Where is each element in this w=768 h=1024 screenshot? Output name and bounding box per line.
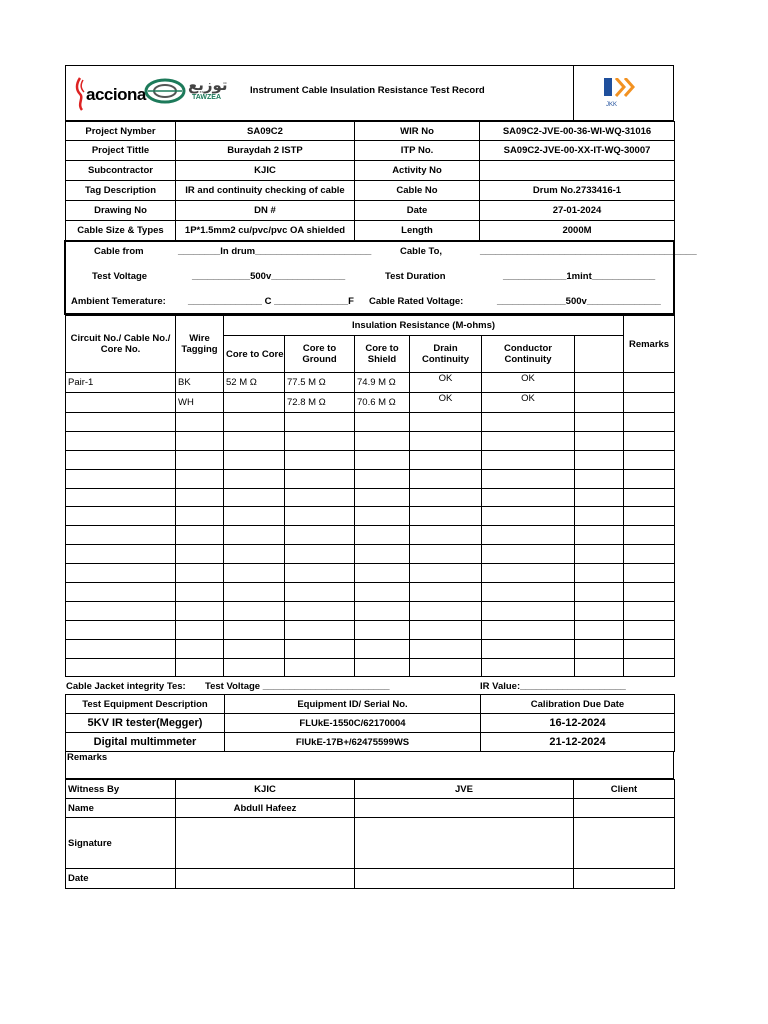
result-cell	[224, 620, 285, 639]
result-row	[66, 601, 675, 620]
result-cell	[66, 450, 176, 469]
result-cell	[624, 601, 675, 620]
result-cell	[66, 545, 176, 564]
tawzea-arabic: توزيع	[188, 77, 228, 94]
result-row	[66, 488, 675, 507]
result-cell	[224, 469, 285, 488]
result-cell	[355, 413, 410, 432]
result-cell	[66, 469, 176, 488]
info-value-right	[480, 161, 675, 181]
result-cell	[482, 545, 575, 564]
col-core-core-header: Core to Core	[224, 336, 285, 373]
result-cell	[66, 526, 176, 545]
result-cc: 52 M Ω	[224, 373, 285, 393]
result-cell	[482, 620, 575, 639]
result-cell	[176, 601, 224, 620]
info-value-left: 1P*1.5mm2 cu/pvc/pvc OA shielded	[176, 221, 355, 241]
col-drain-header: Drain Continuity	[410, 336, 482, 373]
equipment-calibration: 21-12-2024	[481, 733, 675, 752]
jkk-wordmark: JKK	[606, 102, 618, 108]
result-cell	[575, 620, 624, 639]
result-cell	[176, 564, 224, 583]
info-value-right: 27-01-2024	[480, 201, 675, 221]
name-value-jve	[355, 799, 574, 818]
result-cell	[410, 564, 482, 583]
result-cell	[224, 413, 285, 432]
equipment-desc: 5KV IR tester(Megger)	[66, 714, 225, 733]
project-info-table	[65, 121, 675, 241]
result-cell	[575, 373, 624, 393]
result-cell	[482, 431, 575, 450]
result-cell	[575, 469, 624, 488]
result-cell	[224, 639, 285, 658]
result-cell	[355, 601, 410, 620]
result-cell	[355, 545, 410, 564]
result-cell	[410, 507, 482, 526]
result-cell	[66, 413, 176, 432]
result-cell	[575, 601, 624, 620]
info-label-right: Activity No	[355, 161, 480, 181]
result-cell	[482, 583, 575, 602]
result-cc	[224, 393, 285, 413]
info-label-left: Project Tittle	[66, 141, 176, 161]
result-cell	[224, 658, 285, 677]
jkk-logo	[584, 76, 664, 114]
result-cell	[224, 488, 285, 507]
result-row	[66, 393, 675, 413]
equipment-id: FLUkE-1550C/62170004	[225, 714, 481, 733]
test-duration-label: Test Duration	[385, 271, 446, 282]
result-circuit	[66, 393, 176, 413]
result-cell	[285, 601, 355, 620]
result-row	[66, 583, 675, 602]
result-cell	[575, 507, 624, 526]
result-cell	[355, 450, 410, 469]
result-cell	[575, 413, 624, 432]
result-cell	[176, 413, 224, 432]
result-drain: OK	[410, 393, 482, 413]
result-cell	[624, 413, 675, 432]
rated-voltage-value: _____________500v______________	[497, 296, 661, 307]
info-label-right: WIR No	[355, 122, 480, 141]
info-label-left: Cable Size & Types	[66, 221, 176, 241]
cable-to-label: Cable To,	[400, 246, 443, 257]
result-cell	[624, 639, 675, 658]
col-circuit-header: Circuit No./ Cable No./ Core No.	[66, 316, 176, 373]
result-cell	[285, 450, 355, 469]
result-cell	[285, 639, 355, 658]
witness-kjic: KJIC	[176, 780, 355, 799]
result-cell	[624, 450, 675, 469]
result-row	[66, 431, 675, 450]
equipment-desc: Digital multimmeter	[66, 733, 225, 752]
jkk-emblem-icon	[604, 78, 638, 98]
col-conductor-header: Conductor Continuity	[482, 336, 575, 373]
witness-label: Witness By	[66, 780, 176, 799]
result-cell	[66, 601, 176, 620]
result-cell	[66, 431, 176, 450]
result-cell	[410, 601, 482, 620]
result-cell	[482, 564, 575, 583]
result-cs: 74.9 M Ω	[355, 373, 410, 393]
result-cell	[176, 639, 224, 658]
name-value-client	[574, 799, 675, 818]
document-title: Instrument Cable Insulation Resistance Test Record	[250, 85, 485, 96]
result-cell	[285, 564, 355, 583]
result-cell	[482, 507, 575, 526]
acciona-wordmark: acciona	[86, 85, 146, 104]
result-cell	[410, 583, 482, 602]
info-row	[66, 221, 675, 241]
result-cell	[575, 658, 624, 677]
acciona-logo	[74, 76, 146, 112]
col-blank-header	[575, 336, 624, 373]
result-cell	[410, 488, 482, 507]
result-cell	[176, 545, 224, 564]
result-cell	[176, 526, 224, 545]
name-label: Name	[66, 799, 176, 818]
result-cell	[66, 620, 176, 639]
result-cell	[224, 450, 285, 469]
result-cell	[355, 658, 410, 677]
result-cell	[224, 526, 285, 545]
result-row	[66, 564, 675, 583]
test-conditions-box	[64, 240, 697, 315]
col-core-ground-header: Core to Ground	[285, 336, 355, 373]
result-cg: 77.5 M Ω	[285, 373, 355, 393]
rated-voltage-label: Cable Rated Voltage:	[369, 296, 464, 307]
result-cell	[575, 450, 624, 469]
result-cell	[624, 488, 675, 507]
info-label-left: Tag Description	[66, 181, 176, 201]
result-cell	[410, 545, 482, 564]
result-cell	[285, 488, 355, 507]
witness-jve: JVE	[355, 780, 574, 799]
result-cell	[176, 469, 224, 488]
result-cell	[410, 526, 482, 545]
info-label-right: ITP No.	[355, 141, 480, 161]
result-cond: OK	[482, 373, 575, 393]
result-row	[66, 658, 675, 677]
info-label-left: Drawing No	[66, 201, 176, 221]
result-cell	[176, 620, 224, 639]
result-cell	[176, 507, 224, 526]
signature-label: Signature	[66, 818, 176, 869]
result-cell	[355, 620, 410, 639]
result-cell	[176, 583, 224, 602]
jacket-ir-value: IR Value:____________________	[480, 681, 626, 692]
result-cell	[285, 583, 355, 602]
result-cell	[624, 469, 675, 488]
result-cell	[624, 526, 675, 545]
jacket-test-voltage: Test Voltage ________________________	[205, 681, 390, 692]
result-cell	[224, 431, 285, 450]
date-client	[574, 869, 675, 889]
info-value-left: IR and continuity checking of cable	[176, 181, 355, 201]
result-cell	[355, 431, 410, 450]
test-voltage-label: Test Voltage	[92, 271, 148, 282]
info-row	[66, 141, 675, 161]
col-calibration-header: Calibration Due Date	[481, 695, 675, 714]
jacket-integrity-row	[65, 679, 674, 694]
result-row	[66, 507, 675, 526]
tawzea-wordmark: TAWZEA	[192, 94, 222, 101]
result-cell	[224, 583, 285, 602]
cable-from-value: ________In drum______________________	[178, 246, 372, 257]
info-value-right: SA09C2-JVE-00-36-WI-WQ-31016	[480, 122, 675, 141]
result-cell	[224, 601, 285, 620]
result-cell	[285, 469, 355, 488]
result-cell	[66, 507, 176, 526]
signature-jve	[355, 818, 574, 869]
result-cell	[285, 620, 355, 639]
date-label: Date	[66, 869, 176, 889]
result-cell	[482, 450, 575, 469]
result-cell	[624, 564, 675, 583]
result-cell	[176, 658, 224, 677]
result-cell	[624, 373, 675, 393]
signature-client	[574, 818, 675, 869]
result-cell	[355, 583, 410, 602]
result-cond: OK	[482, 393, 575, 413]
result-cell	[224, 564, 285, 583]
result-cell	[285, 526, 355, 545]
info-value-right: Drum No.2733416-1	[480, 181, 675, 201]
result-cell	[66, 488, 176, 507]
result-cell	[285, 507, 355, 526]
info-row	[66, 122, 675, 141]
name-value-kjic: Abdull Hafeez	[176, 799, 355, 818]
remarks-box	[65, 751, 674, 779]
result-cell	[624, 545, 675, 564]
result-cell	[285, 658, 355, 677]
signature-table	[65, 779, 675, 889]
result-cell	[575, 583, 624, 602]
result-cell	[66, 658, 176, 677]
witness-client: Client	[574, 780, 675, 799]
test-voltage-value: ___________500v______________	[192, 271, 346, 282]
result-cell	[482, 526, 575, 545]
result-wire: WH	[176, 393, 224, 413]
result-cg: 72.8 M Ω	[285, 393, 355, 413]
result-cell	[224, 545, 285, 564]
cable-to-value: _________________________________________	[480, 246, 697, 257]
result-cell	[575, 431, 624, 450]
result-row	[66, 450, 675, 469]
date-jve	[355, 869, 574, 889]
equipment-row	[66, 714, 675, 733]
result-wire: BK	[176, 373, 224, 393]
info-row	[66, 181, 675, 201]
col-equipment-id-header: Equipment ID/ Serial No.	[225, 695, 481, 714]
test-duration-value: ____________1mint____________	[503, 271, 656, 282]
info-label-right: Date	[355, 201, 480, 221]
result-cell	[482, 658, 575, 677]
equipment-row	[66, 733, 675, 752]
col-core-shield-header: Core to Shield	[355, 336, 410, 373]
info-row	[66, 201, 675, 221]
result-cell	[624, 583, 675, 602]
result-cell	[624, 431, 675, 450]
result-row	[66, 373, 675, 393]
result-cell	[624, 620, 675, 639]
tawzea-emblem-icon	[144, 76, 186, 106]
info-value-right: SA09C2-JVE-00-XX-IT-WQ-30007	[480, 141, 675, 161]
result-cell	[410, 469, 482, 488]
result-cell	[176, 450, 224, 469]
info-value-right: 2000M	[480, 221, 675, 241]
result-cell	[482, 639, 575, 658]
col-equipment-desc-header: Test Equipment Description	[66, 695, 225, 714]
result-row	[66, 545, 675, 564]
insulation-results-table	[65, 315, 675, 677]
result-cell	[66, 564, 176, 583]
result-row	[66, 639, 675, 658]
info-value-left: KJIC	[176, 161, 355, 181]
result-cell	[575, 488, 624, 507]
ambient-value: ______________ C ______________F	[188, 296, 354, 307]
info-row	[66, 161, 675, 181]
result-cell	[410, 450, 482, 469]
result-cell	[410, 639, 482, 658]
result-cell	[575, 545, 624, 564]
result-row	[66, 526, 675, 545]
remarks-label: Remarks	[67, 752, 108, 763]
result-cell	[285, 413, 355, 432]
result-cell	[66, 639, 176, 658]
col-remarks-header: Remarks	[624, 316, 675, 373]
result-cell	[410, 620, 482, 639]
col-ir-group-header: Insulation Resistance (M-ohms)	[224, 316, 624, 336]
result-cell	[176, 488, 224, 507]
result-cell	[482, 469, 575, 488]
result-cell	[355, 507, 410, 526]
result-cell	[66, 583, 176, 602]
result-row	[66, 620, 675, 639]
result-cell	[355, 488, 410, 507]
equipment-table	[65, 694, 675, 752]
header	[65, 65, 674, 121]
info-label-right: Length	[355, 221, 480, 241]
result-cell	[482, 601, 575, 620]
result-cell	[575, 639, 624, 658]
result-cell	[176, 431, 224, 450]
result-cell	[482, 488, 575, 507]
result-cell	[482, 413, 575, 432]
result-cell	[624, 393, 675, 413]
result-cell	[410, 431, 482, 450]
cable-from-label: Cable from	[94, 246, 144, 257]
result-cell	[624, 507, 675, 526]
result-cell	[355, 639, 410, 658]
result-cell	[624, 658, 675, 677]
equipment-calibration: 16-12-2024	[481, 714, 675, 733]
result-cell	[575, 393, 624, 413]
result-cell	[285, 545, 355, 564]
jacket-label: Cable Jacket integrity Tes:	[66, 681, 186, 692]
result-row	[66, 469, 675, 488]
result-row	[66, 413, 675, 432]
result-cell	[224, 507, 285, 526]
info-label-right: Cable No	[355, 181, 480, 201]
result-drain: OK	[410, 373, 482, 393]
info-label-left: Subcontractor	[66, 161, 176, 181]
signature-kjic	[176, 818, 355, 869]
result-cell	[355, 564, 410, 583]
result-cell	[410, 413, 482, 432]
result-cell	[575, 526, 624, 545]
result-cell	[575, 564, 624, 583]
result-circuit: Pair-1	[66, 373, 176, 393]
ambient-label: Ambient Temerature:	[71, 296, 166, 307]
result-cs: 70.6 M Ω	[355, 393, 410, 413]
info-value-left: DN #	[176, 201, 355, 221]
info-value-left: Buraydah 2 ISTP	[176, 141, 355, 161]
result-cell	[355, 526, 410, 545]
col-wire-header: Wire Tagging	[176, 316, 224, 373]
info-label-left: Project Nymber	[66, 122, 176, 141]
result-cell	[410, 658, 482, 677]
result-cell	[285, 431, 355, 450]
result-cell	[355, 469, 410, 488]
date-kjic	[176, 869, 355, 889]
tawzea-logo	[144, 76, 244, 112]
equipment-id: FlUkE-17B+/62475599WS	[225, 733, 481, 752]
info-value-left: SA09C2	[176, 122, 355, 141]
